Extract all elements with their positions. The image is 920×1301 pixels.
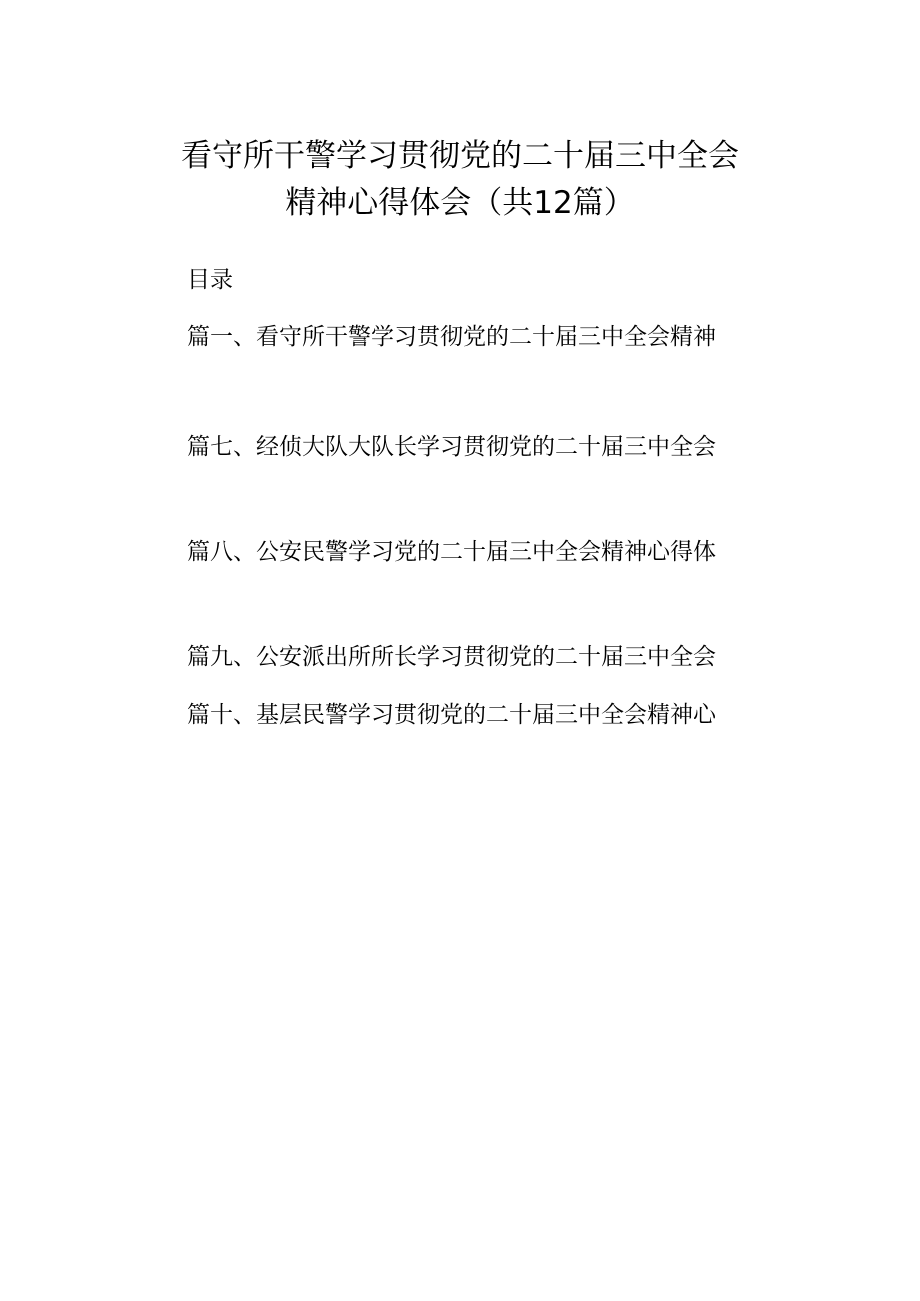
document-title-line-2: 精神心得体会（共12篇） (285, 185, 635, 221)
toc-item-8[interactable]: 篇八、公安民警学习党的二十届三中全会精神心得体 (187, 539, 716, 565)
toc-item-7[interactable]: 篇七、经侦大队大队长学习贯彻党的二十届三中全会 (187, 434, 716, 460)
document-title-line-1: 看守所干警学习贯彻党的二十届三中全会 (181, 138, 739, 174)
toc-heading: 目录 (187, 267, 233, 293)
toc-item-10[interactable]: 篇十、基层民警学习贯彻党的二十届三中全会精神心 (187, 702, 716, 728)
toc-item-1[interactable]: 篇一、看守所干警学习贯彻党的二十届三中全会精神 (187, 324, 716, 350)
toc-item-9[interactable]: 篇九、公安派出所所长学习贯彻党的二十届三中全会 (187, 644, 716, 670)
